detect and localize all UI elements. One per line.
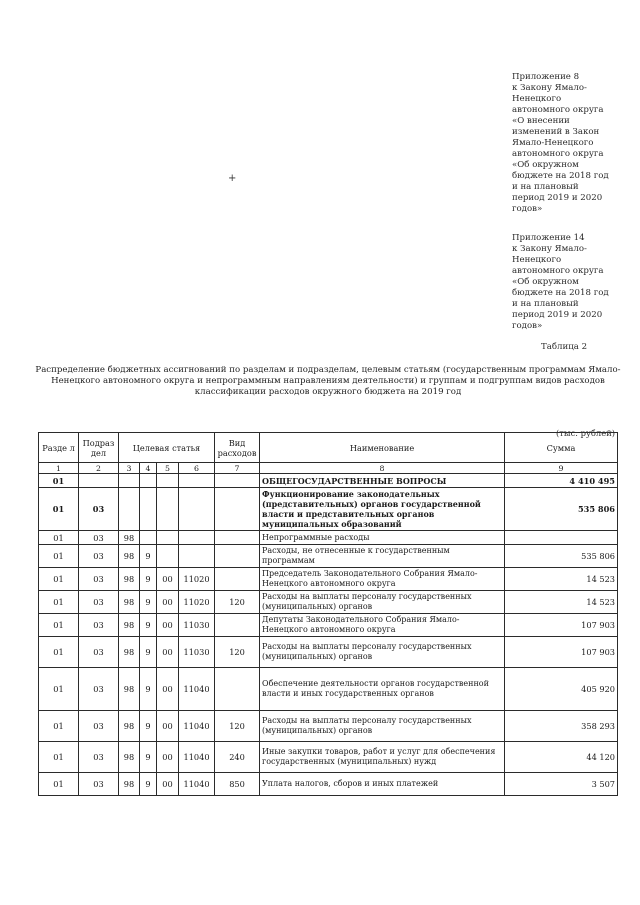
cell-program: 98 [119, 531, 140, 545]
appendix-line: «О внесении [512, 116, 570, 126]
table-row [39, 773, 618, 796]
cell-subprogram: 9 [140, 668, 157, 711]
cell-expense-type: 120 [215, 711, 260, 742]
cell-subprogram: 9 [140, 773, 157, 796]
cell-expense-type: 120 [215, 637, 260, 668]
cell-name: Непрограммные расходы [260, 531, 505, 545]
cell-name: Расходы на выплаты персоналу государственных (муниципальных) органов [260, 637, 505, 668]
appendix-line: Приложение 14 [512, 233, 585, 243]
cell-direction: 11040 [179, 742, 215, 773]
cell-sum: 3 507 [505, 773, 618, 796]
cell-sum: 4 410 495 [505, 474, 618, 488]
cell-expense-type [215, 668, 260, 711]
cell-sum: 107 903 [505, 614, 618, 637]
cell-subsection: 03 [79, 773, 119, 796]
cell-expense-type [215, 474, 260, 488]
cell-section: 01 [39, 568, 79, 591]
cell-direction: 11020 [179, 568, 215, 591]
cell-sum: 107 903 [505, 637, 618, 668]
cell-subprogram [140, 531, 157, 545]
cell-subprogram [140, 474, 157, 488]
cell-subsection: 03 [79, 711, 119, 742]
cell-expense-type: 240 [215, 742, 260, 773]
cell-event [157, 474, 179, 488]
cell-section: 01 [39, 668, 79, 711]
cell-sum: 14 523 [505, 568, 618, 591]
cell-name: Иные закупки товаров, работ и услуг для обеспечения государственных (муниципальных) нужд [260, 742, 505, 773]
cell-event: 00 [157, 637, 179, 668]
col-number: 6 [179, 463, 215, 474]
table-row [39, 545, 618, 568]
cell-program: 98 [119, 637, 140, 668]
cell-program: 98 [119, 668, 140, 711]
document-title: Распределение бюджетных ассигнований по разделам и подразделам, целевым статьям (государственным программам Ямало-Ненецкого автономного округа и непрограммным направлениям деятельности) и группам и подгруппам видов расходов классификации расходов окружного бюджета на 2019 год [35, 365, 621, 397]
appendix-line: автономного округа [512, 266, 604, 276]
table-row [39, 591, 618, 614]
appendix-line: Ямало-Ненецкого [512, 138, 594, 148]
cell-program: 98 [119, 545, 140, 568]
cell-subprogram: 9 [140, 742, 157, 773]
units-label: (тыс. рублей) [556, 428, 616, 438]
cell-subprogram: 9 [140, 591, 157, 614]
cell-direction: 11020 [179, 591, 215, 614]
appendix-line: изменений в Закон [512, 127, 600, 137]
appendix-line: годов» [512, 321, 543, 331]
appendix-14-note [512, 233, 630, 332]
header-subsection: Подраз дел [79, 433, 119, 463]
cell-name: Функционирование законодательных (представительных) органов государственной власти и представительных органов муниципальных образований [260, 488, 505, 531]
col-number: 1 [39, 463, 79, 474]
cell-subprogram [140, 488, 157, 531]
cell-section: 01 [39, 742, 79, 773]
col-number: 3 [119, 463, 140, 474]
cell-event: 00 [157, 742, 179, 773]
cell-section: 01 [39, 545, 79, 568]
cell-subsection: 03 [79, 568, 119, 591]
cell-event: 00 [157, 711, 179, 742]
cell-section: 01 [39, 591, 79, 614]
cell-subsection: 03 [79, 531, 119, 545]
cell-expense-type [215, 531, 260, 545]
cell-subsection: 03 [79, 637, 119, 668]
cell-event [157, 545, 179, 568]
cell-subprogram: 9 [140, 568, 157, 591]
cell-direction [179, 545, 215, 568]
cell-program: 98 [119, 742, 140, 773]
cell-subsection: 03 [79, 488, 119, 531]
appendix-8-note [512, 72, 630, 215]
col-number: 7 [215, 463, 260, 474]
cell-direction: 11030 [179, 614, 215, 637]
appendix-line: бюджете на 2018 год [512, 171, 609, 181]
cell-sum: 535 806 [505, 545, 618, 568]
table-row [39, 474, 618, 488]
cell-section: 01 [39, 488, 79, 531]
cell-sum: 14 523 [505, 591, 618, 614]
cell-event: 00 [157, 668, 179, 711]
cell-sum: 358 293 [505, 711, 618, 742]
table-row [39, 711, 618, 742]
cell-sum: 44 120 [505, 742, 618, 773]
cell-event [157, 488, 179, 531]
col-number: 2 [79, 463, 119, 474]
cell-program: 98 [119, 711, 140, 742]
appendix-line: Ненецкого [512, 255, 562, 265]
cell-section: 01 [39, 711, 79, 742]
appendix-line: к Закону Ямало- [512, 83, 587, 93]
table-row [39, 637, 618, 668]
cell-name: Депутаты Законодательного Собрания Ямало-Ненецкого автономного округа [260, 614, 505, 637]
cell-subsection: 03 [79, 742, 119, 773]
cell-direction [179, 531, 215, 545]
appendix-line: «Об окружном [512, 160, 579, 170]
appendix-line: автономного округа [512, 149, 604, 159]
appendix-line: автономного округа [512, 105, 604, 115]
cell-expense-type: 850 [215, 773, 260, 796]
appendix-line: период 2019 и 2020 [512, 193, 603, 203]
cell-event: 00 [157, 591, 179, 614]
cell-direction [179, 474, 215, 488]
cell-name: ОБЩЕГОСУДАРСТВЕННЫЕ ВОПРОСЫ [260, 474, 505, 488]
col-number: 9 [505, 463, 618, 474]
cell-program [119, 474, 140, 488]
header-section: Разде л [39, 433, 79, 463]
cell-expense-type [215, 545, 260, 568]
cell-name: Расходы, не отнесенные к государственным программам [260, 545, 505, 568]
stray-mark: + [228, 173, 237, 184]
appendix-line: бюджете на 2018 год [512, 288, 609, 298]
cell-direction: 11040 [179, 711, 215, 742]
cell-direction: 11040 [179, 773, 215, 796]
cell-subprogram: 9 [140, 637, 157, 668]
cell-section: 01 [39, 474, 79, 488]
cell-name: Расходы на выплаты персоналу государственных (муниципальных) органов [260, 711, 505, 742]
table-row [39, 742, 618, 773]
table-row [39, 668, 618, 711]
cell-subsection [79, 474, 119, 488]
cell-section: 01 [39, 637, 79, 668]
cell-program: 98 [119, 591, 140, 614]
cell-expense-type [215, 568, 260, 591]
cell-expense-type [215, 488, 260, 531]
cell-name: Уплата налогов, сборов и иных платежей [260, 773, 505, 796]
header-sum: Сумма [505, 433, 618, 463]
cell-event [157, 531, 179, 545]
cell-program: 98 [119, 773, 140, 796]
header-name: Наименование [260, 433, 505, 463]
cell-section: 01 [39, 773, 79, 796]
cell-sum: 535 806 [505, 488, 618, 531]
cell-direction [179, 488, 215, 531]
table-row [39, 488, 618, 531]
cell-program [119, 488, 140, 531]
cell-section: 01 [39, 531, 79, 545]
appendix-line: Ненецкого [512, 94, 562, 104]
table-row [39, 568, 618, 591]
cell-subprogram: 9 [140, 614, 157, 637]
appendix-line: Приложение 8 [512, 72, 580, 82]
appendix-line: годов» [512, 204, 543, 214]
appendix-line: и на плановый [512, 299, 579, 309]
cell-subsection: 03 [79, 614, 119, 637]
cell-event: 00 [157, 614, 179, 637]
cell-name: Председатель Законодательного Собрания Ямало-Ненецкого автономного округа [260, 568, 505, 591]
col-number: 5 [157, 463, 179, 474]
appendix-line: «Об окружном [512, 277, 579, 287]
table-number: Таблица 2 [541, 342, 588, 352]
cell-section: 01 [39, 614, 79, 637]
header-target-article: Целевая статья [119, 433, 215, 463]
appendix-line: и на плановый [512, 182, 579, 192]
cell-subprogram: 9 [140, 545, 157, 568]
column-numbers-row [39, 463, 618, 474]
budget-table [38, 432, 618, 796]
col-number: 4 [140, 463, 157, 474]
cell-event: 00 [157, 773, 179, 796]
table-row [39, 614, 618, 637]
cell-direction: 11030 [179, 637, 215, 668]
cell-subsection: 03 [79, 545, 119, 568]
cell-subsection: 03 [79, 591, 119, 614]
cell-sum [505, 531, 618, 545]
cell-subsection: 03 [79, 668, 119, 711]
table-row [39, 531, 618, 545]
header-expense-type: Вид расходов [215, 433, 260, 463]
cell-expense-type [215, 614, 260, 637]
cell-program: 98 [119, 568, 140, 591]
cell-subprogram: 9 [140, 711, 157, 742]
cell-expense-type: 120 [215, 591, 260, 614]
cell-name: Обеспечение деятельности органов государственной власти и иных государственных органов [260, 668, 505, 711]
cell-program: 98 [119, 614, 140, 637]
cell-name: Расходы на выплаты персоналу государственных (муниципальных) органов [260, 591, 505, 614]
cell-event: 00 [157, 568, 179, 591]
appendix-line: к Закону Ямало- [512, 244, 587, 254]
cell-direction: 11040 [179, 668, 215, 711]
appendix-line: период 2019 и 2020 [512, 310, 603, 320]
col-number: 8 [260, 463, 505, 474]
cell-sum: 405 920 [505, 668, 618, 711]
